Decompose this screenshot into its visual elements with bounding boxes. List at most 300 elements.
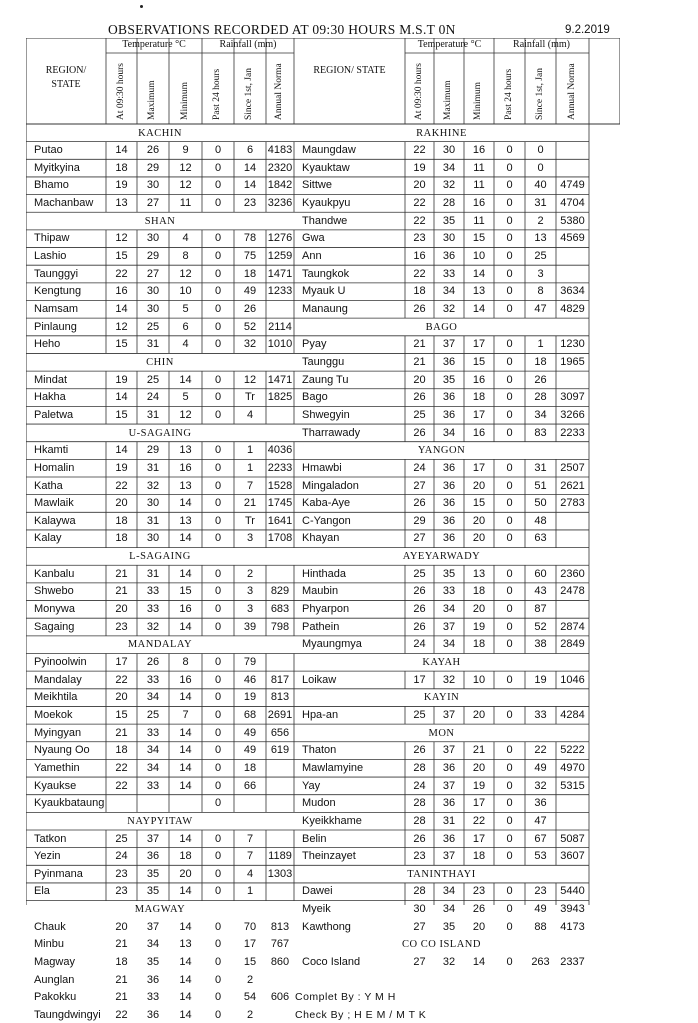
station-name: Mingaladon (302, 479, 359, 492)
value-cell: 29 (146, 444, 160, 457)
value-cell: 0 (214, 585, 222, 598)
value-cell: 0 (506, 461, 513, 474)
value-cell: 24 (115, 850, 128, 863)
value-cell: 0 (214, 885, 222, 898)
value-cell: 0 (506, 603, 513, 616)
value-cell: 20 (472, 479, 486, 492)
value-cell: 35 (146, 867, 160, 880)
value-cell: 2478 (560, 585, 585, 598)
value-cell: 36 (442, 761, 456, 774)
value-cell: 32 (442, 303, 456, 315)
value-cell: 14 (179, 956, 192, 969)
value-cell: 8 (537, 285, 544, 298)
value-cell: 20 (472, 708, 486, 721)
value-cell: 11 (473, 179, 485, 192)
value-cell: 37 (442, 850, 456, 863)
value-cell: 49 (243, 744, 257, 757)
value-cell: 31 (146, 338, 160, 351)
value-cell: 0 (506, 303, 513, 315)
value-cell: 21 (115, 938, 128, 951)
value-cell: 11 (473, 214, 485, 227)
value-cell: 20 (413, 373, 426, 386)
value-cell (556, 602, 589, 617)
station-name: Kyeikkhame (302, 814, 362, 827)
station-name: Katha (34, 479, 63, 492)
value-cell: 16 (472, 197, 486, 210)
value-cell: 767 (270, 938, 290, 951)
value-cell: Tr (245, 514, 255, 527)
value-cell: 0 (506, 161, 513, 174)
value-cell: 17 (472, 461, 486, 474)
value-cell: 28 (534, 391, 547, 404)
value-cell: 22 (115, 479, 128, 492)
value-cell: 1 (246, 885, 254, 898)
value-cell: 40 (534, 179, 547, 192)
value-cell: 14 (179, 885, 192, 898)
value-cell: 21 (472, 744, 486, 757)
station-name: Belin (302, 832, 327, 845)
signature-line: Check By ; H E M / M T K (295, 1009, 427, 1021)
value-cell: 39 (243, 620, 257, 633)
value-cell: 16 (472, 373, 486, 386)
value-cell: 0 (214, 779, 222, 792)
value-cell: 27 (146, 197, 160, 210)
value-cell: 27 (413, 479, 426, 492)
value-cell: 24 (413, 638, 426, 651)
value-cell: 0 (214, 620, 222, 633)
value-cell: 1471 (267, 267, 293, 280)
value-cell: 31 (146, 461, 160, 474)
value-cell: 2320 (267, 161, 293, 174)
value-cell: 26 (413, 603, 426, 616)
value-cell: 1 (246, 444, 254, 457)
value-cell: 1010 (267, 338, 293, 351)
value-cell: 15 (115, 708, 128, 721)
station-name: Myeik (302, 903, 331, 916)
value-cell: 0 (214, 850, 222, 863)
value-cell: 0 (506, 920, 513, 933)
value-cell: 53 (534, 850, 547, 863)
value-cell: 36 (442, 797, 456, 810)
value-cell: 34 (442, 603, 456, 616)
value-cell: 2783 (560, 497, 585, 510)
value-cell: 21 (243, 497, 257, 510)
value-cell: 0 (214, 285, 222, 298)
value-cell: 28 (413, 797, 426, 810)
value-cell: 0 (506, 232, 513, 245)
station-name: Machanbaw (34, 197, 94, 210)
value-cell: 18 (179, 850, 192, 863)
value-cell: 3943 (560, 903, 585, 916)
value-cell: 2849 (560, 638, 585, 651)
value-cell: 60 (534, 567, 547, 580)
value-cell: 28 (442, 197, 456, 210)
value-cell: 23 (413, 232, 426, 245)
value-cell: 14 (179, 532, 192, 545)
value-cell (266, 832, 294, 847)
section-heading: NAYPYITAW (127, 815, 193, 827)
value-cell: 35 (146, 885, 160, 898)
value-cell: 26 (413, 497, 426, 510)
value-cell: 30 (146, 497, 160, 510)
value-cell: 32 (146, 620, 160, 633)
station-name: Manaung (302, 303, 348, 315)
value-cell: 5380 (560, 214, 585, 227)
observations-table (26, 38, 620, 1021)
value-cell: 87 (534, 603, 547, 616)
value-cell: 14 (472, 303, 486, 315)
value-cell: 3 (246, 585, 254, 598)
value-cell: 18 (472, 638, 486, 651)
section-heading: CHIN (146, 356, 174, 368)
value-cell: 52 (243, 320, 257, 333)
value-cell: 1276 (267, 232, 293, 245)
value-cell: 16 (179, 673, 192, 686)
value-cell (137, 796, 169, 811)
value-cell: 0 (214, 744, 222, 757)
value-cell: 25 (413, 408, 426, 421)
section-heading: KAYAH (422, 657, 461, 668)
value-cell: 47 (534, 303, 547, 315)
value-cell: 35 (442, 214, 456, 227)
value-cell: 0 (506, 479, 513, 492)
value-cell: 23 (472, 885, 486, 898)
value-cell: 7 (246, 479, 254, 492)
value-cell: 3634 (560, 285, 585, 298)
value-cell (234, 796, 266, 811)
value-cell: 22 (115, 267, 128, 280)
value-cell: 26 (146, 144, 160, 157)
value-cell: 34 (442, 638, 456, 651)
value-cell: 0 (214, 532, 222, 545)
value-cell: 1233 (267, 285, 293, 298)
section-heading: L-SAGAING (129, 551, 191, 563)
signature-line: Complet By : Y M H (295, 991, 396, 1004)
value-cell: 29 (146, 161, 160, 174)
value-cell (556, 267, 589, 282)
value-cell: 4704 (560, 197, 585, 210)
value-cell: 18 (534, 355, 547, 368)
value-cell: 28 (413, 814, 426, 827)
station-name: Mawlaik (34, 497, 74, 510)
value-cell: 16 (472, 426, 486, 439)
value-cell (266, 302, 294, 317)
value-cell: 27 (413, 956, 426, 969)
value-cell (266, 884, 294, 899)
value-cell: 12 (179, 179, 192, 192)
value-cell: 829 (270, 585, 290, 598)
value-cell: 2507 (560, 461, 585, 474)
value-cell: 860 (270, 956, 290, 969)
value-cell: 33 (146, 779, 160, 792)
station-name: Pathein (302, 620, 340, 633)
value-cell: 13 (179, 938, 192, 951)
station-name: Minbu (34, 938, 64, 951)
value-cell: 67 (534, 832, 547, 845)
value-cell (556, 531, 589, 546)
station-name: Myitkyina (34, 161, 80, 174)
value-cell: 2691 (267, 708, 293, 721)
value-cell: 0 (506, 779, 513, 792)
value-cell: 0 (214, 708, 222, 721)
value-cell: 12 (179, 408, 192, 421)
value-cell: 0 (506, 585, 513, 598)
column-header-0: At 09:30 hours (115, 63, 126, 120)
rainfall-header: Rainfall (mm) (219, 39, 277, 50)
value-cell: 27 (413, 532, 426, 545)
value-cell: 0 (214, 832, 222, 845)
value-cell (169, 796, 202, 811)
value-cell: 20 (115, 920, 128, 933)
value-cell: 10 (472, 250, 486, 263)
value-cell: 12 (243, 373, 257, 386)
value-cell: 25 (413, 567, 426, 580)
value-cell: 20 (472, 514, 486, 527)
value-cell: 3236 (267, 197, 293, 210)
value-cell: 22 (115, 761, 128, 774)
value-cell: 4183 (267, 144, 293, 157)
value-cell: 36 (442, 391, 456, 404)
section-heading: KACHIN (138, 127, 182, 139)
value-cell: 1303 (267, 867, 293, 880)
value-cell: 18 (413, 285, 426, 298)
value-cell: 17 (472, 408, 486, 421)
station-name: Putao (34, 144, 63, 157)
value-cell: 0 (506, 197, 513, 210)
temperature-header: Temperature °C (122, 39, 186, 50)
value-cell: 2 (246, 1009, 254, 1021)
section-heading: CO CO ISLAND (402, 939, 481, 951)
value-cell: 17 (472, 338, 486, 351)
value-cell: 15 (115, 408, 128, 421)
value-cell: 14 (179, 620, 192, 633)
value-cell: 1471 (267, 373, 293, 386)
value-cell: 16 (179, 603, 192, 616)
value-cell: 0 (214, 673, 222, 686)
value-cell: 32 (534, 779, 547, 792)
value-cell: 0 (214, 303, 222, 315)
value-cell: 21 (115, 585, 128, 598)
value-cell: 1965 (560, 355, 585, 368)
value-cell (266, 1008, 294, 1023)
station-name: Hpa-an (302, 708, 339, 721)
value-cell: 12 (179, 161, 192, 174)
station-name: Kalay (34, 532, 62, 545)
station-name: Tharrawady (302, 426, 361, 439)
value-cell: 0 (506, 267, 513, 280)
value-cell: 21 (115, 567, 128, 580)
value-cell: 2114 (268, 320, 292, 333)
station-name: Loikaw (302, 673, 337, 686)
station-name: Bhamo (34, 179, 69, 192)
value-cell: 33 (146, 585, 160, 598)
value-cell: 36 (534, 797, 547, 810)
value-cell (266, 779, 294, 794)
station-name: Myaungmya (302, 638, 362, 651)
station-name: Mawlamyine (302, 761, 364, 774)
value-cell: 83 (534, 426, 547, 439)
value-cell: 22 (115, 779, 128, 792)
value-cell: 23 (534, 885, 547, 898)
station-name: Shwebo (34, 585, 74, 598)
station-name: Mandalay (34, 673, 82, 686)
value-cell: 17 (243, 938, 257, 951)
value-cell: 0 (214, 444, 222, 457)
value-cell: 30 (146, 532, 160, 545)
station-name: Kawthong (302, 920, 351, 933)
value-cell: 18 (472, 850, 486, 863)
value-cell: 0 (214, 197, 222, 210)
value-cell: 31 (534, 461, 547, 474)
value-cell: 24 (413, 779, 426, 792)
value-cell: 4 (182, 232, 189, 245)
value-cell: 0 (506, 885, 513, 898)
value-cell: 49 (243, 726, 257, 739)
value-cell: 22 (413, 267, 426, 280)
value-cell: 0 (506, 832, 513, 845)
value-cell: 25 (413, 708, 426, 721)
station-name: Hkamti (34, 444, 69, 457)
value-cell: 1046 (560, 673, 585, 686)
value-cell: 14 (115, 444, 128, 457)
value-cell: 0 (214, 691, 222, 704)
section-heading: MANDALAY (127, 639, 193, 651)
value-cell: 35 (442, 567, 456, 580)
station-name: Moekok (34, 708, 73, 721)
value-cell: 2233 (267, 461, 293, 474)
value-cell: 0 (506, 761, 513, 774)
station-name: C-Yangon (302, 514, 351, 527)
station-name: Phyarpon (302, 603, 350, 616)
value-cell: 1 (537, 338, 544, 351)
value-cell: 34 (146, 761, 160, 774)
value-cell: 0 (214, 391, 222, 404)
column-header-5: Annual Norma (274, 63, 284, 120)
value-cell: 34 (442, 285, 456, 298)
value-cell: 18 (115, 532, 128, 545)
station-name: Thandwe (302, 214, 348, 227)
column-header-4: Since 1st, Jan (244, 68, 254, 120)
value-cell: 36 (442, 355, 456, 368)
station-name: Maubin (302, 585, 339, 598)
value-cell: 0 (214, 920, 222, 933)
value-cell: 19 (243, 691, 257, 704)
station-name: Yamethin (34, 761, 80, 774)
value-cell: 21 (115, 726, 128, 739)
value-cell (266, 408, 294, 423)
value-cell: 817 (270, 673, 290, 686)
value-cell: 51 (534, 479, 547, 492)
section-heading: U-SAGAING (128, 427, 192, 439)
value-cell: 12 (179, 267, 192, 280)
value-cell: 37 (442, 708, 456, 721)
value-cell: 8 (182, 656, 189, 668)
value-cell: 20 (472, 920, 486, 933)
value-cell: 14 (115, 391, 128, 404)
station-name: Kyaukbataung (34, 797, 105, 810)
value-cell: 5087 (560, 832, 585, 845)
value-cell: 2 (246, 973, 254, 986)
value-cell: 49 (243, 285, 257, 298)
value-cell: 10 (179, 285, 192, 298)
value-cell: 0 (506, 638, 513, 651)
value-cell: 0 (214, 232, 222, 245)
value-cell: 15 (243, 956, 257, 969)
value-cell: 0 (506, 144, 513, 157)
value-cell: 4036 (267, 444, 293, 457)
value-cell: 37 (442, 620, 456, 633)
section-heading: YANGON (417, 445, 466, 457)
value-cell: 35 (146, 956, 160, 969)
station-name: Thipaw (34, 232, 70, 245)
value-cell: 4 (182, 338, 189, 351)
station-name: Taungkok (302, 267, 350, 280)
station-name: Mudon (302, 797, 336, 810)
value-cell: 28 (413, 885, 426, 898)
value-cell: 0 (506, 338, 513, 351)
value-cell: 0 (214, 567, 222, 580)
value-cell: 63 (534, 532, 547, 545)
value-cell: 2 (537, 214, 544, 227)
value-cell: 23 (413, 850, 426, 863)
value-cell: 26 (413, 620, 426, 633)
value-cell: 15 (179, 585, 192, 598)
value-cell: 0 (506, 797, 513, 810)
value-cell: 37 (442, 338, 456, 351)
value-cell: 33 (534, 708, 547, 721)
value-cell: 20 (115, 691, 128, 704)
value-cell: 30 (413, 903, 426, 916)
value-cell: 33 (146, 726, 160, 739)
value-cell: 0 (506, 567, 513, 580)
station-name: Myingyan (34, 726, 82, 739)
value-cell: 30 (146, 232, 160, 245)
value-cell: 50 (534, 497, 547, 510)
value-cell: 33 (146, 991, 160, 1004)
value-cell: 13 (472, 285, 486, 298)
value-cell: 34 (442, 426, 456, 439)
value-cell: 5440 (560, 885, 585, 898)
value-cell: 798 (270, 620, 290, 633)
value-cell: 0 (506, 250, 513, 263)
value-cell: 20 (472, 532, 486, 545)
value-cell: 13 (179, 514, 192, 527)
value-cell: 20 (179, 867, 192, 880)
station-name: Sittwe (302, 179, 332, 192)
value-cell: 37 (442, 744, 456, 757)
value-cell: 37 (442, 779, 456, 792)
value-cell: 32 (442, 956, 456, 969)
value-cell: 0 (506, 532, 513, 545)
value-cell: 3266 (560, 408, 585, 421)
value-cell: 30 (146, 303, 160, 315)
value-cell: 14 (115, 144, 128, 157)
value-cell: 29 (146, 250, 160, 263)
value-cell: 17 (472, 797, 486, 810)
value-cell: 34 (442, 885, 456, 898)
column-header-2: Minimum (179, 81, 190, 120)
value-cell: 36 (442, 479, 456, 492)
value-cell: 4749 (560, 179, 585, 192)
value-cell: 34 (534, 408, 547, 421)
value-cell: 17 (413, 673, 426, 686)
value-cell: 1230 (560, 338, 585, 351)
value-cell: 4 (246, 867, 254, 880)
value-cell: 0 (214, 797, 222, 810)
value-cell: 0 (214, 461, 222, 474)
value-cell: 13 (472, 567, 486, 580)
station-name: Theinzayet (302, 850, 356, 863)
